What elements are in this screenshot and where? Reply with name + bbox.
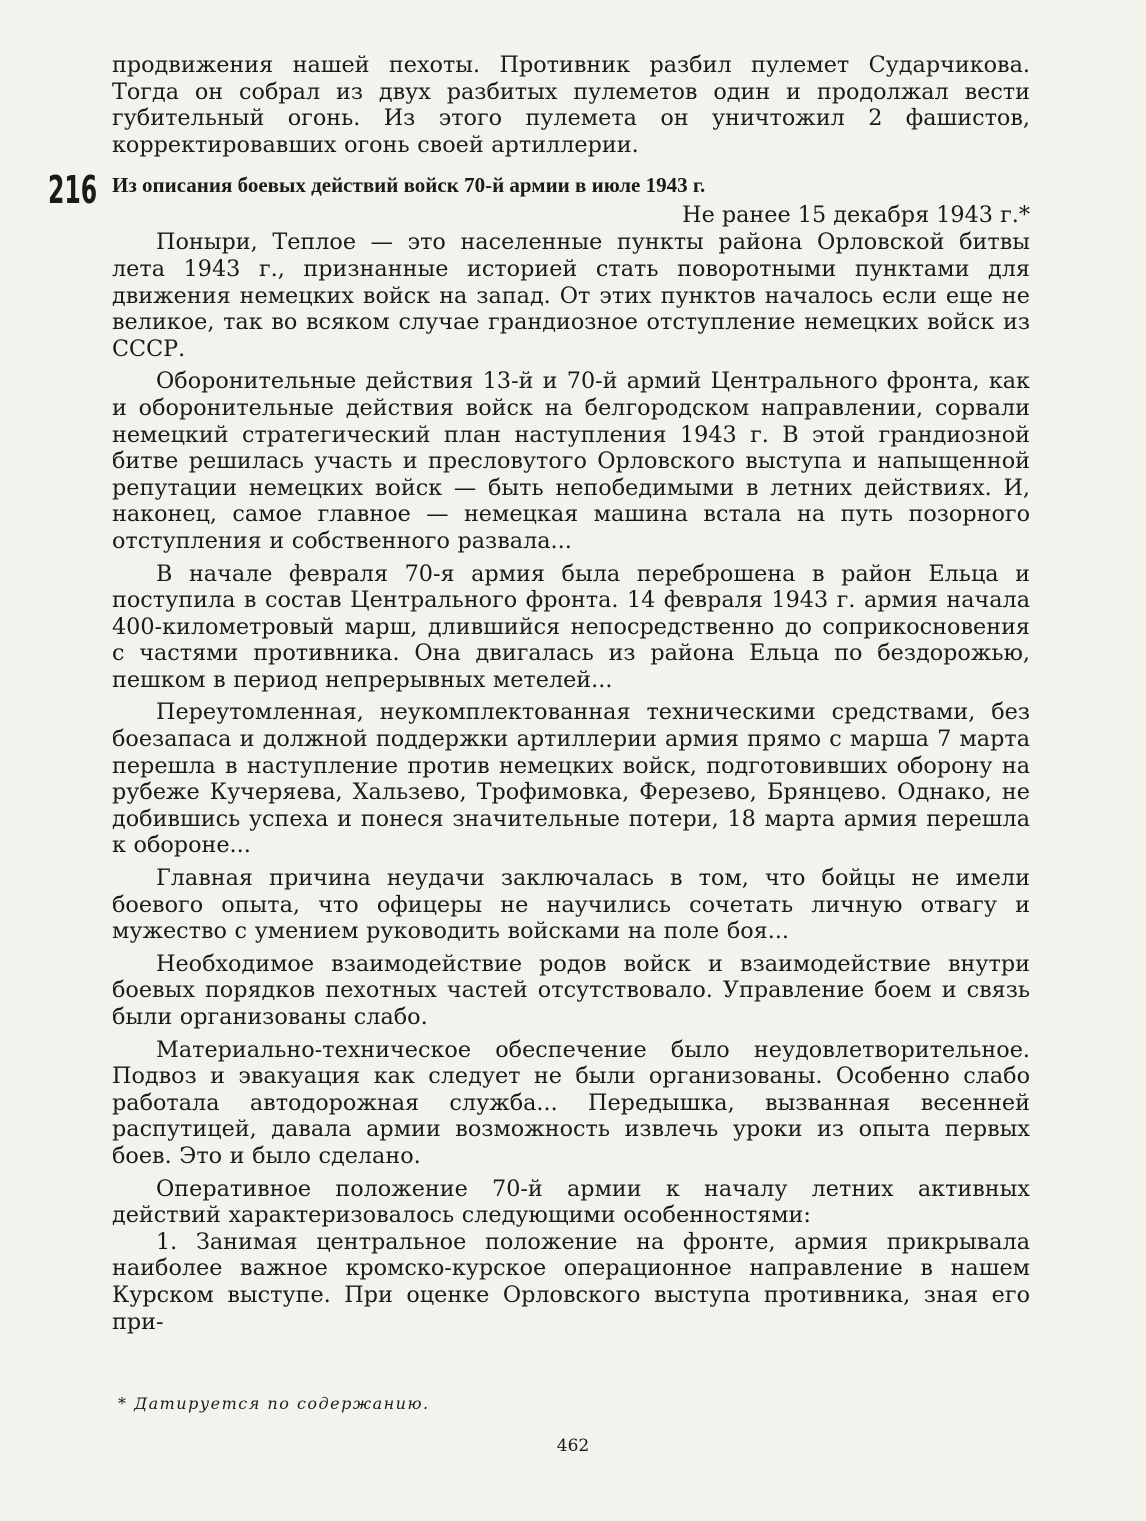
document-title: Из описания боевых действий войск 70-й армии в июле 1943 г. xyxy=(112,173,706,198)
paragraph-1: Поныри, Теплое — это населенные пункты района Орловской битвы лета 1943 г., признанные историей стать поворотными пунктами для движения немецких войск на запад. От этих пунктов началось если еще не великое, так во всяком случае грандиозное отступление немецких войск из СССР. xyxy=(112,229,1030,362)
paragraph-9: 1. Занимая центральное положение на фронте, армия прикрывала наиболее важное кромско-курское операционное направление в нашем Курском выступе. При оценке Орловского выступа противника, зная его при- xyxy=(112,1228,1030,1335)
page-content xyxy=(48,52,1030,1335)
paragraph-7: Материально-техническое обеспечение было неудовлетворительное. Подвоз и эвакуация как следует не были организованы. Особенно слабо работала автодорожная служба... Передышка, вызванная весенней распутицей, давала армии возможность извлечь уроки из опыта первых боев. Это и было сделано. xyxy=(112,1036,1030,1169)
footnote: * Датируется по содержанию. xyxy=(118,1394,430,1413)
document-header xyxy=(48,168,1030,229)
page-number: 462 xyxy=(556,1436,590,1456)
paragraph-4: Переутомленная, неукомплектованная техническими средствами, без боезапаса и должной поддержки артиллерии армия прямо с марша 7 марта перешла в наступление против немецких войск, подготовивших оборону на рубеже Кучеряева, Хальзево, Трофимовка, Ферезево, Брянцево. Однако, не добившись успеха и понеся значительные потери, 18 марта армия перешла к обороне... xyxy=(112,699,1030,859)
document-date: Не ранее 15 декабря 1943 г.* xyxy=(682,202,1030,229)
paragraph-5: Главная причина неудачи заключалась в том, что бойцы не имели боевого опыта, что офицеры не научились сочетать личную отвагу и мужество с умением руководить войсками на поле боя... xyxy=(112,865,1030,945)
document-number: 216 xyxy=(48,168,98,213)
paragraph-8: Оперативное положение 70-й армии к началу летних активных действий характеризовалось следующими особенностями: xyxy=(112,1175,1030,1229)
paragraph-6: Необходимое взаимодействие родов войск и взаимодействие внутри боевых порядков пехотных частей отсутствовало. Управление боем и связь были организованы слабо. xyxy=(112,950,1030,1030)
paragraph-3: В начале февраля 70-я армия была переброшена в район Ельца и поступила в состав Центрального фронта. 14 февраля 1943 г. армия начала 400-километровый марш, длившийся непосредственно до соприкосновения с частями противника. Она двигалась из района Ельца по бездорожью, пешком в период непрерывных метелей... xyxy=(112,560,1030,693)
paragraph-2: Оборонительные действия 13-й и 70-й армий Центрального фронта, как и оборонительные действия войск на белгородском направлении, сорвали немецкий стратегический план наступления 1943 г. В этой грандиозной битве решилась участь и пресловутого Орловского выступа и напыщенной репутации немецких войск — быть непобедимыми в летних действиях. И, наконец, самое главное — немецкая машина встала на путь позорного отступления и собственного развала... xyxy=(112,368,1030,554)
intro-paragraph: продвижения нашей пехоты. Противник разбил пулемет Сударчикова. Тогда он собрал из двух разбитых пулеметов один и продолжал вести губительный огонь. Из этого пулемета он уничтожил 2 фашистов, корректировавших огонь своей артиллерии. xyxy=(112,52,1030,158)
